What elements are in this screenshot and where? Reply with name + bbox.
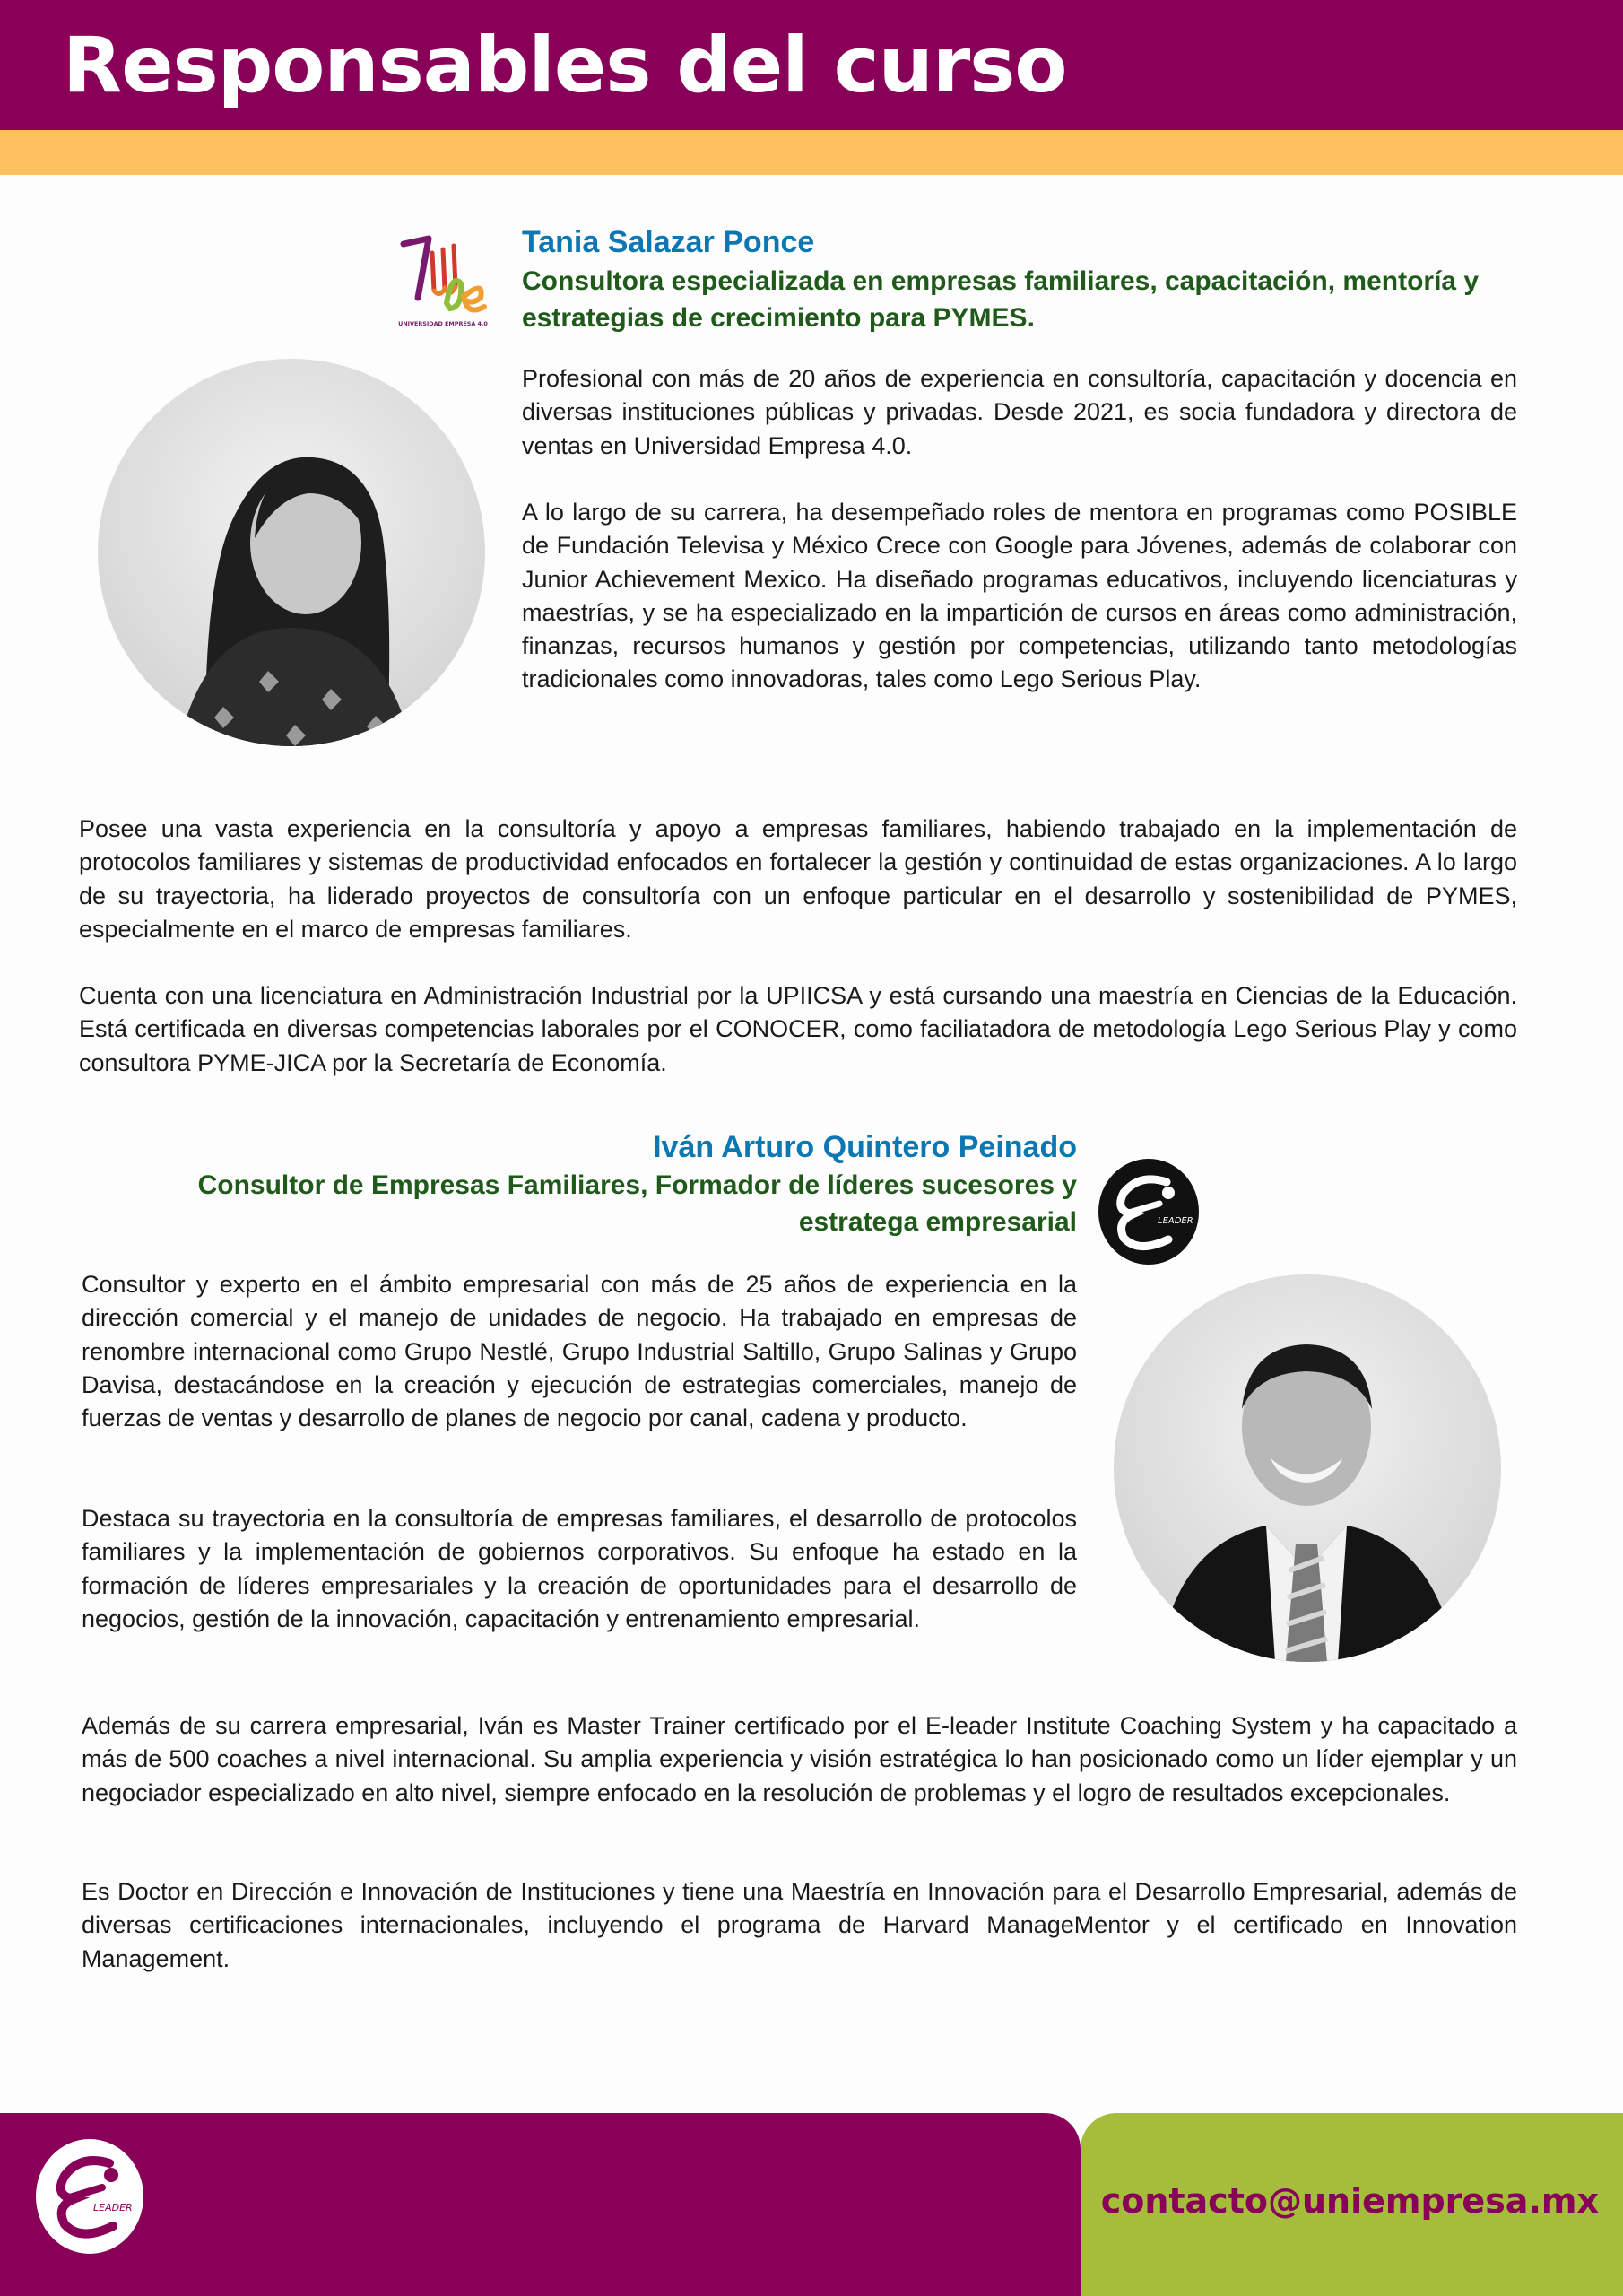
person1-photo: [98, 359, 485, 746]
person1-paragraph-3: Posee una vasta experiencia en la consultoría y apoyo a empresas familiares, habiendo trabajado en la implementación de protocolos familiares y sistemas de productividad enfocados en fortalecer la gestión y continuidad de estas organizaciones. A lo largo de su trayectoria, ha liderado proyectos de consultoría con un enfoque particular en el desarrollo y sostenibilidad de PYMES, especialmente en el marco de empresas familiares.: [79, 815, 1517, 943]
person2-portrait-icon: [1114, 1274, 1501, 1662]
person1-role: Consultora especializada en empresas familiares, capacitación, mentoría y estrategias de crecimiento para PYMES.: [522, 266, 1480, 333]
ue-logo-caption: UNIVERSIDAD EMPRESA 4.0: [398, 320, 488, 327]
person1-name: Tania Salazar Ponce: [522, 225, 815, 259]
person1-paragraph-4: Cuenta con una licenciatura en Administración Industrial por la UPIICSA y está cursando una maestría en Ciencias de la Educación. Está certificada en diversas competencias laborales por el CONOCER, como faciliatadora de metodología Lego Serious Play y como consultora PYME-JICA por la Secretaría de Economía.: [79, 982, 1517, 1076]
person2-name: Iván Arturo Quintero Peinado: [653, 1130, 1077, 1164]
footer-e-leader-logo: [34, 2136, 149, 2257]
header-stripe: [0, 130, 1623, 175]
person1-paragraph-1: Profesional con más de 20 años de experiencia en consultoría, capacitación y docencia en diversas instituciones públicas y privadas. Desde 2021, es socia fundadora y directora de ventas en Universidad Empresa 4.0.: [522, 365, 1517, 459]
person2-photo: [1114, 1274, 1501, 1662]
page-title: Responsables del curso: [63, 21, 1067, 110]
person2-paragraph-2: Destaca su trayectoria en la consultoría de empresas familiares, el desarrollo de protocolos familiares y la implementación de gobiernos corporativos. Su enfoque ha estado en la formación de líderes empresariales y la creación de oportunidades para el desarrollo de negocios, gestión de la innovación, capacitación y entrenamiento empresarial.: [82, 1505, 1077, 1632]
person2-paragraph-4: Es Doctor en Dirección e Innovación de Instituciones y tiene una Maestría en Innovación para el Desarrollo Empresarial, además de diversas certificaciones internacionales, incluyendo el programa de Harvard ManageMentor y el certificado en Innovation Management.: [82, 1878, 1517, 1972]
e-leader-logo-caption: LEADER: [1158, 1216, 1193, 1226]
footer-logo-caption: LEADER: [93, 2202, 133, 2213]
person2-paragraph-1: Consultor y experto en el ámbito empresarial con más de 25 años de experiencia en la dirección comercial y el manejo de unidades de negocio. Ha trabajado en empresas de renombre internacional como Grupo Nestlé, Grupo Industrial Saltillo, Grupo Salinas y Grupo Davisa, destacándose en la creación y ejecución de estrategias comerciales, manejo de fuerzas de ventas y desarrollo de planes de negocio por canal, cadena y producto.: [82, 1271, 1077, 1432]
person2-paragraph-3: Además de su carrera empresarial, Iván es Master Trainer certificado por el E-leader Institute Coaching System y ha capacitado a más de 500 coaches a nivel internacional. Su amplia experiencia y visión estratégica lo han posicionado como un líder ejemplar y un negociador especializado en alto nivel, siempre enfocado en la resolución de problemas y el logro de resultados excepcionales.: [82, 1712, 1517, 1806]
person1-paragraph-2: A lo largo de su carrera, ha desempeñado roles de mentora en programas como POSIBLE de Fundación Televisa y México Crece con Google para Jóvenes, además de colaborar con Junior Achievement Mexico. Ha diseñado programas educativos, incluyendo licenciaturas y maestrías, y se ha especializado en la impartición de cursos en áreas como administración, finanzas, recursos humanos y gestión por competencias, utilizando tanto metodologías tradicionales como innovadoras, tales como Lego Serious Play.: [522, 499, 1517, 693]
person1-portrait-icon: [98, 359, 485, 746]
e-leader-logo: [1097, 1157, 1202, 1266]
footer-left-panel: [0, 2113, 1081, 2296]
person2-role: Consultor de Empresas Familiares, Formador de líderes sucesores y estratega empresarial: [197, 1170, 1077, 1237]
contact-email[interactable]: contacto@uniempresa.mx: [1100, 2181, 1599, 2221]
universidad-empresa-logo: [398, 233, 488, 330]
